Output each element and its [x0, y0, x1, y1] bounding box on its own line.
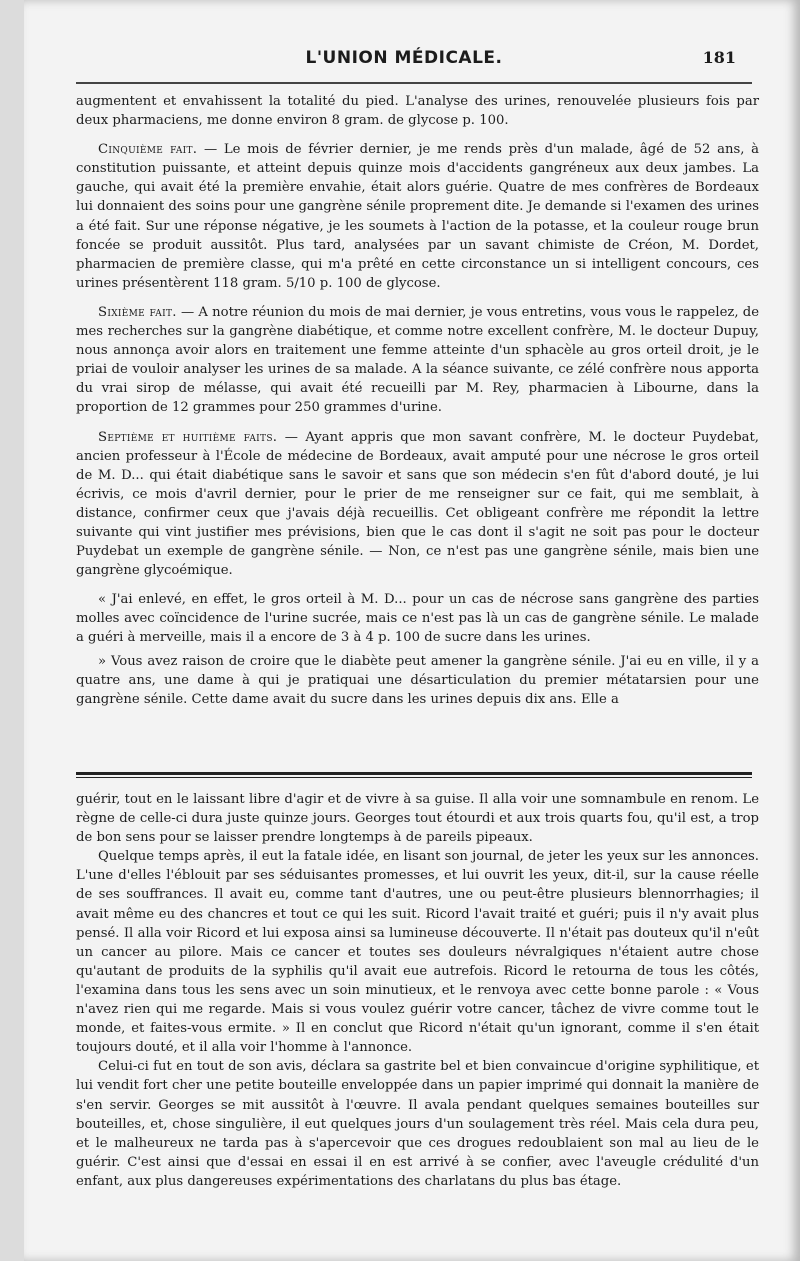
- paragraph: [76, 428, 759, 581]
- paragraph: guérir, tout en le laissant libre d'agir et de vivre à sa guise. Il alla voir une somnambule en renom. Le règne de celle-ci dura juste quinze jours. Georges tout étourdi et aux trois quarts fou, qu'il est, a trop de bon sens pour se laisser prendre longtemps à de pareils pipeaux.: [76, 792, 759, 846]
- paragraph: augmentent et envahissent la totalité du pied. L'analyse des urines, renouvelée plusieurs fois par deux pharmaciens, me donne environ 8 gram. de glycose p. 100.: [76, 94, 759, 129]
- paragraph: [76, 140, 759, 293]
- case-heading: Sixième fait.: [98, 304, 177, 320]
- paragraph: Celui-ci fut en tout de son avis, déclara sa gastrite bel et bien convaincue d'origine syphilitique, et lui vendit fort cher une petite bouteille enveloppée dans un papier imprimé qui donnait la manière de s'en servir. Georges se mit aussitôt à l'œuvre. Il avala pendant quelques semaines bouteilles sur bouteilles, et, chose singulière, il eut quelques jours d'un soulagement très réel. Mais cela dura peu, et le malheureux ne tarda pas à s'apercevoir que ces drogues redoublaient son mal au lieu de le guérir. C'est ainsi que d'essai en essai il en est arrivé à se confier, avec l'aveugle crédulité d'un enfant, aux plus dangereuses expérimentations des charlatans du plus bas étage.: [76, 1059, 759, 1189]
- running-header: [74, 48, 734, 76]
- paragraph-text: — Le mois de février dernier, je me rends près d'un malade, âgé de 52 ans, à constitution puissante, et atteint depuis quinze mois d'accidents gangréneux aux deux jambes. La gauche, qui avait été la première envahie, était alors guérie. Quatre de mes confrères de Bordeaux lui donnaient des soins pour une gangrène sénile proprement dite. Je demande si l'examen des urines a été fait. Sur une réponse négative, je les soumets à l'action de la potasse, et la couleur rouge brun foncée se produit aussitôt. Plus tard, analysées par un savant chimiste de Créon, M. Dordet, pharmacien de première classe, qui m'a prêté en cette circonstance un si intelligent concours, ces urines présentèrent 118 gram. 5/10 p. 100 de glycose.: [76, 142, 759, 291]
- case-heading: Cinquième fait.: [98, 142, 198, 158]
- quoted-letter: « J'ai enlevé, en effet, le gros orteil à M. D... pour un cas de nécrose sans gangrène des parties molles avec coïncidence de l'urine sucrée, mais ce n'est pas là un cas de gangrène sénile. Le malade a guéri à merveille, mais il a encore de 3 à 4 p. 100 de sucre dans les urines.: [76, 592, 759, 646]
- feuilleton: [76, 790, 759, 1191]
- paragraph-text: — Ayant appris que mon savant confrère, M. le docteur Puydebat, ancien professeur à l'École de médecine de Bordeaux, avait amputé pour une nécrose le gros orteil de M. D... qui était diabétique sans le savoir et sans que son médecin s'en fût d'abord douté, je lui écrivis, ce mois d'avril dernier, pour le prier de me renseigner sur ce fait, qui me semblait, à distance, confirmer ceux que j'avais déjà recueillis. Cet obligeant confrère me répondit la lettre suivante qui vint justifier mes prévisions, bien que le cas dont il s'agit ne soit pas pour le docteur Puydebat un exemple de gangrène sénile. — Non, ce n'est pas une gangrène sénile, mais bien une gangrène glycoémique.: [76, 429, 759, 579]
- paragraph: Quelque temps après, il eut la fatale idée, en lisant son journal, de jeter les yeux sur les annonces. L'une d'elles l'éblouit par ses séduisantes promesses, et lui ouvrit les yeux, dit-il, sur la cause réelle de ses souffrances. Il avait eu, comme tant d'autres, une ou peut-être plusieurs blennorrhagies; il avait même eu des chancres et tout ce qui les suit. Ricord l'avait traité et guéri; puis il n'y avait plus pensé. Il alla voir Ricord et lui exposa ainsi sa lumineuse découverte. Il n'était pas douteux qu'il n'eût un cancer au pilore. Mais ce cancer et toutes ses douleurs névralgiques n'étaient autre chose qu'autant de produits de la syphilis qu'il avait eue autrefois. Ricord le retourna de tous les côtés, l'examina dans tous les sens avec un soin minutieux, et le renvoya avec cette bonne parole : « Vous n'avez rien qui me regarde. Mais si vous voulez guérir votre cancer, tâchez de vivre comme tout le monde, et faites-vous ermite. » Il en conclut que Ricord n'était qu'un ignorant, comme il s'en était toujours douté, et il alla voir l'homme à l'annonce.: [76, 849, 759, 1056]
- case-heading: Septième et huitième faits.: [98, 429, 278, 445]
- article-upper: [76, 92, 759, 709]
- header-rule: [76, 82, 752, 84]
- page: [24, 0, 800, 1261]
- feuilleton-separator: [76, 772, 752, 778]
- journal-title: L'UNION MÉDICALE.: [305, 48, 503, 68]
- quoted-letter: » Vous avez raison de croire que le diabète peut amener la gangrène sénile. J'ai eu en ville, il y a quatre ans, une dame à qui je pratiquai une désarticulation du premier métatarsien pour une gangrène sénile. Cette dame avait du sucre dans les urines depuis dix ans. Elle a: [76, 653, 759, 707]
- page-number: 181: [702, 48, 736, 67]
- paragraph-text: — A notre réunion du mois de mai dernier, je vous entretins, vous vous le rappelez, de mes recherches sur la gangrène diabétique, et comme notre excellent confrère, M. le docteur Dupuy, nous annonça avoir alors en traitement une femme atteinte d'un sphacèle au gros orteil droit, je le priai de vouloir analyser les urines de sa malade. A la séance suivante, ce zélé confrère nous apporta du vrai sirop de mélasse, qui avait été recueilli par M. Rey, pharmacien à Libourne, dans la proportion de 12 grammes pour 250 grammes d'urine.: [76, 304, 759, 416]
- paragraph: [76, 303, 759, 418]
